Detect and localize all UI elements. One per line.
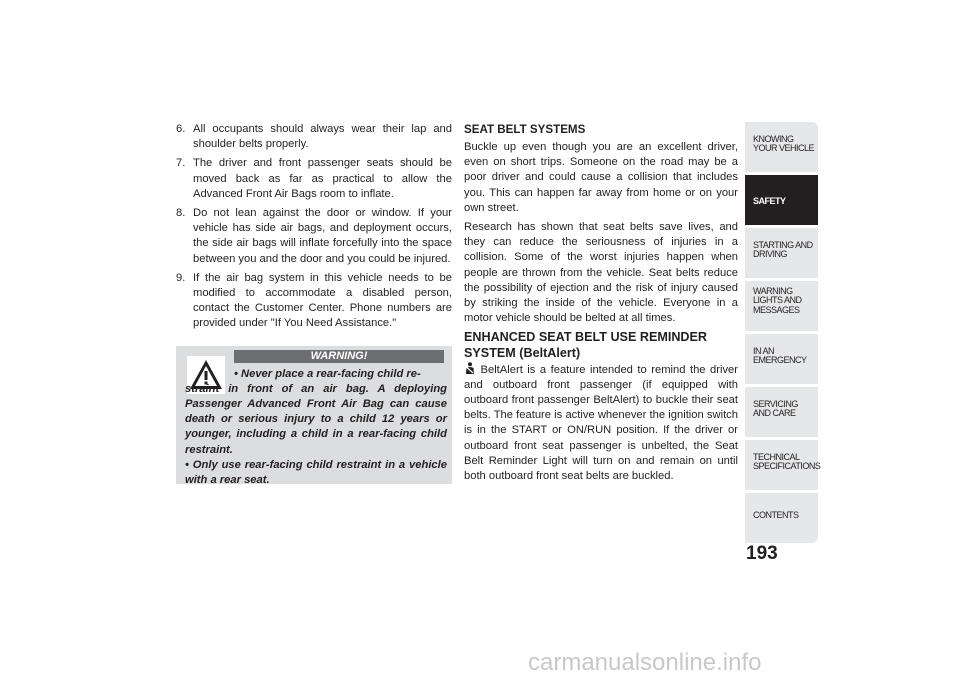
paragraph: Buckle up even though you are an excellent driver, even on short trips. Someone on the road may be a poor driver and could cause a collision that includes you. This can happen far away from home or on your own street. (464, 141, 738, 214)
warning-bullet-2: • Only use rear-facing child restraint in a vehicle with a rear seat. (185, 458, 447, 487)
tab-safety[interactable] (745, 175, 818, 228)
tab-servicing-and-care[interactable] (745, 387, 818, 440)
tab-label: KNOWING YOUR VEHICLE (753, 134, 815, 154)
paragraph (464, 362, 738, 485)
list-text: All occupants should always wear their lap and shoulder belts properly. (193, 123, 452, 151)
warning-box (176, 346, 452, 487)
tab-label: SAFETY (753, 196, 786, 206)
list-number: 6. (176, 123, 186, 135)
tab-starting-and-driving[interactable] (745, 228, 818, 281)
tab-label: WARNING LIGHTS AND MESSAGES (753, 286, 802, 315)
list-number: 7. (176, 157, 186, 170)
section-heading: SEAT BELT SYSTEMS (464, 123, 586, 136)
tab-technical-specifications[interactable] (745, 440, 821, 493)
tab-label: CONTENTS (753, 510, 799, 520)
tab-label: TECHNICAL SPECIFICATIONS (753, 452, 821, 472)
warning-heading: WARNING! (234, 350, 444, 363)
list-item (174, 206, 452, 267)
right-column (464, 122, 738, 488)
tab-in-an-emergency[interactable] (745, 334, 818, 387)
tab-label: SERVICING AND CARE (753, 399, 798, 419)
watermark: carmanualsonline.info (528, 649, 762, 676)
section-tabs (745, 122, 821, 543)
list-number: 8. (176, 207, 186, 220)
warning-bullet-1b: straint in front of an air bag. A deploying Passenger Advanced Front Air Bag can cause death or serious injury to a child 12 years or younger, including a child in a rear-facing child restraint. (185, 382, 447, 456)
tab-label: IN AN EMERGENCY (753, 346, 807, 366)
list-text: If the air bag system in this vehicle needs to be modified to accommodate a disabled person, contact the Customer Center. Phone numbers are provided under "If You Need Assistance." (193, 271, 452, 330)
tab-contents[interactable] (745, 493, 818, 543)
list-item (174, 271, 452, 332)
paragraph-text: BeltAlert is a feature intended to remind the driver and outboard front passenger (if equipped with outboard front passenger BeltAlert) to buckle their seat belts. The feature is active whenever the ignition switch is in the START or ON/RUN position. If the driver or outboard front seat passenger is unbelted, the Seat Belt Reminder Light will turn on and remain on until both outboard front seat belts are buckled. (464, 363, 738, 483)
list-number: 9. (176, 271, 186, 284)
list-text: The driver and front passenger seats should be moved back as far as practical to allow the Advanced Front Air Bags room to inflate. (193, 157, 452, 200)
tab-warning-lights[interactable] (745, 281, 818, 334)
page-number: 193 (746, 543, 778, 564)
seat-belt-icon (464, 362, 476, 375)
warning-text (185, 367, 447, 489)
list-text: Do not lean against the door or window. If your vehicle has side air bags, and deployment occurs, the side air bags will inflate forcefully into the space between you and the door and you could be injured. (193, 207, 452, 265)
tab-knowing-your-vehicle[interactable] (745, 122, 818, 175)
list-item (174, 122, 452, 152)
list-item (174, 156, 452, 202)
paragraph: Research has shown that seat belts save lives, and they can reduce the seriousness of injuries in a collision. Some of the worst injuries happen when people are thrown from the vehicle. Seat belts reduce the possibility of ejection and the risk of injury caused by striking the inside of the vehicle. Everyone in a motor vehicle should be belted at all times. (464, 221, 738, 325)
left-column (174, 122, 452, 487)
section-heading: ENHANCED SEAT BELT USE REMINDER SYSTEM (BeltAlert) (464, 330, 708, 361)
warning-bullet-1a: • Never place a rear-facing child re- (234, 367, 421, 380)
tab-label: STARTING AND DRIVING (753, 240, 813, 260)
